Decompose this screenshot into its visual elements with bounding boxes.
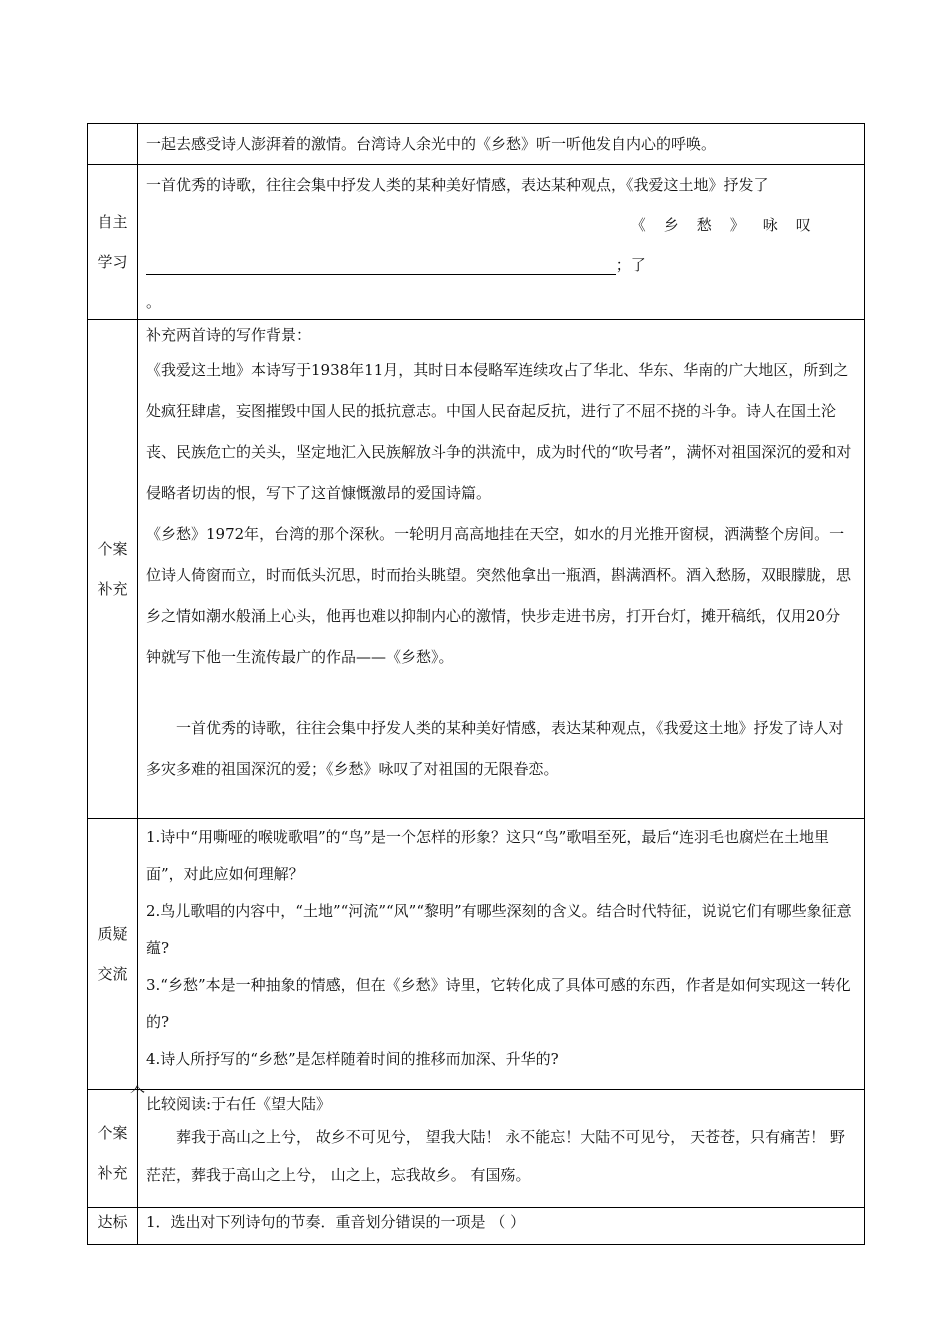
target-question-1: 1．选出对下列诗句的节奏．重音划分错误的一项是 （ ） bbox=[146, 1213, 526, 1231]
questions-body bbox=[138, 819, 865, 1090]
answer-blank-1[interactable] bbox=[146, 252, 616, 275]
comparison-heading: 比较阅读:于右任《望大陆》 bbox=[146, 1095, 332, 1113]
spacer bbox=[146, 678, 854, 708]
comparison-label-2: 补充 bbox=[97, 1163, 128, 1182]
case-supplement-heading: 补充两首诗的写作背景： bbox=[146, 326, 312, 344]
intro-text bbox=[138, 124, 865, 165]
self-study-line-3: 。 bbox=[146, 293, 162, 311]
self-study-label-2: 学习 bbox=[97, 253, 128, 271]
self-study-tail: 《乡愁》咏叹了 bbox=[630, 216, 829, 274]
comparison-corner-mark: 个 bbox=[130, 1084, 146, 1102]
question-1: 1.诗中“用嘶哑的喉咙歌唱”的“鸟”是一个怎样的形象？这只“鸟”歌唱至死，最后“连羽毛也腐烂在土地里面”，对此应如何理解？ bbox=[146, 828, 829, 883]
self-study-sep: ； bbox=[615, 256, 631, 274]
background-para-2: 《乡愁》1972年，台湾的那个深秋。一轮明月高高地挂在天空，如水的月光推开窗棂，洒满整个房间。一位诗人倚窗而立，时而低头沉思，时而抬头眺望。突然他拿出一瓶酒，斟满酒杯。酒入愁肠，双眼朦胧，思乡之情如潮水般涌上心头，他再也难以抑制内心的激情，快步走进书房，打开台灯，摊开稿纸，仅用20分钟就写下他一生流传最广的作品——《乡愁》。 bbox=[146, 525, 852, 666]
summary-para: 一首优秀的诗歌，往往会集中抒发人类的某种美好情感，表达某种观点，《我爱这土地》抒发了诗人对多灾多难的祖国深沉的爱；《乡愁》咏叹了对祖国的无限眷恋。 bbox=[146, 719, 844, 778]
case-supplement-label-2: 补充 bbox=[97, 580, 128, 598]
questions-row bbox=[88, 819, 865, 1090]
comparison-row bbox=[88, 1090, 865, 1208]
target-body bbox=[138, 1208, 865, 1245]
questions-label-2: 交流 bbox=[97, 965, 128, 983]
worksheet-table bbox=[87, 123, 865, 1245]
question-2: 2.鸟儿歌唱的内容中，“土地”“河流”“风”“黎明”有哪些深刻的含义。结合时代特征，说说它们有哪些象征意蕴? bbox=[146, 902, 852, 957]
self-study-row bbox=[88, 165, 865, 320]
comparison-body bbox=[138, 1090, 865, 1208]
comparison-label bbox=[88, 1090, 138, 1208]
question-4: 4.诗人所抒写的“乡愁”是怎样随着时间的推移而加深、升华的? bbox=[146, 1050, 559, 1068]
self-study-label bbox=[88, 165, 138, 320]
comparison-label-1: 个案 bbox=[97, 1123, 128, 1142]
case-supplement-row bbox=[88, 320, 865, 819]
case-supplement-label bbox=[88, 320, 138, 819]
target-row bbox=[88, 1208, 865, 1245]
question-3: 3.“乡愁”本是一种抽象的情感，但在《乡愁》诗里，它转化成了具体可感的东西，作者是如何实现这一转化的? bbox=[146, 976, 851, 1031]
worksheet-table-container bbox=[87, 123, 865, 1245]
background-para-1: 《我爱这土地》本诗写于1938年11月，其时日本侵略军连续攻占了华北、华东、华南的广大地区，所到之处疯狂肆虐，妄图摧毁中国人民的抵抗意志。中国人民奋起反抗，进行了不屈不挠的斗争。诗人在国土沦丧、民族危亡的关头，坚定地汇入民族解放斗争的洪流中，成为时代的“吹号者”，满怀对祖国深沉的爱和对侵略者切齿的恨，写下了这首慷慨激昂的爱国诗篇。 bbox=[146, 361, 852, 502]
questions-label-1: 质疑 bbox=[97, 925, 128, 943]
target-label: 达标 bbox=[88, 1208, 138, 1245]
intro-line: 一起去感受诗人澎湃着的激情。台湾诗人余光中的《乡愁》听一听他发自内心的呼唤。 bbox=[146, 135, 717, 153]
case-supplement-label-1: 个案 bbox=[97, 540, 128, 558]
self-study-line-1: 一首优秀的诗歌，往往会集中抒发人类的某种美好情感，表达某种观点，《我爱这土地》抒发了 bbox=[146, 176, 769, 194]
self-study-body bbox=[138, 165, 865, 320]
self-study-fill-line bbox=[146, 205, 854, 285]
self-study-label-1: 自主 bbox=[97, 213, 128, 231]
intro-row bbox=[88, 124, 865, 165]
intro-label-cell bbox=[88, 124, 138, 165]
comparison-poem: 葬我于高山之上兮， 故乡不可见兮， 望我大陆！ 永不能忘！大陆不可见兮， 天苍苍，只有痛苦！ 野茫茫，葬我于高山之上兮， 山之上，忘我故乡。 有国殇。 bbox=[146, 1128, 845, 1184]
questions-label bbox=[88, 819, 138, 1090]
case-supplement-body bbox=[138, 320, 865, 819]
